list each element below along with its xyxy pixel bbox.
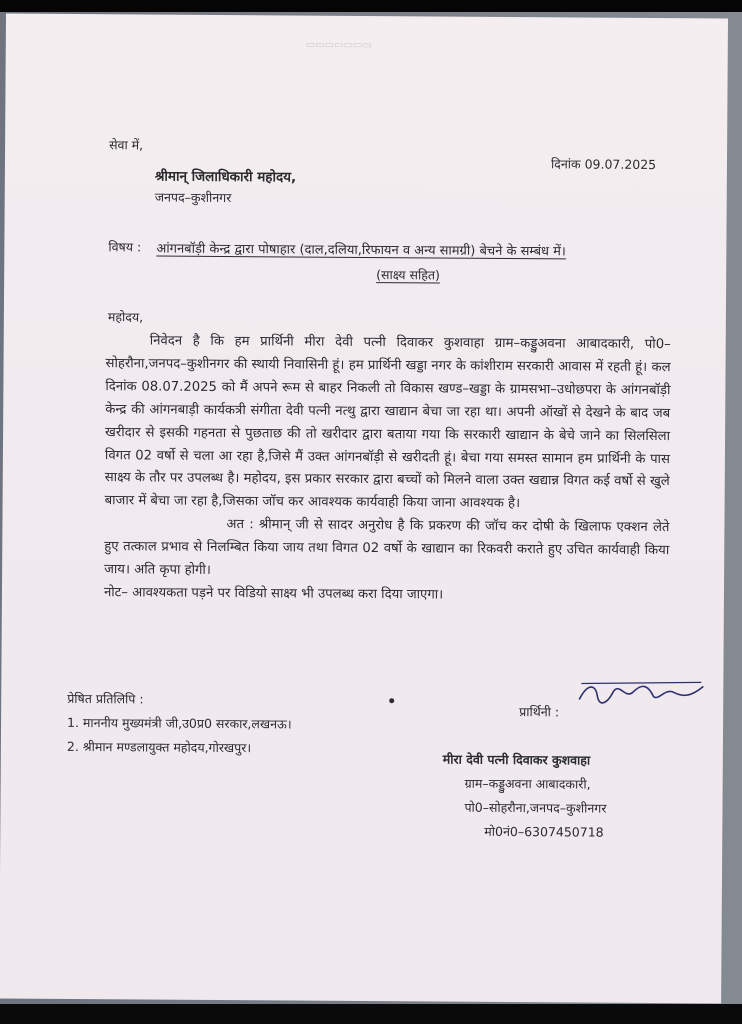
ink-dot — [389, 698, 394, 703]
bottom-frame — [0, 1004, 742, 1024]
applicant-label: प्रार्थिनी : — [519, 704, 560, 720]
sender-mobile: मो0नं0–6307450718 — [484, 823, 604, 840]
greeting: महोदय, — [107, 309, 144, 325]
recipient-district: जनपद–कुशीनगर — [154, 189, 232, 206]
body-paragraph-1: निवेदन है कि हम प्रार्थिनी मीरा देवी पत्नी दिवाकर कुशवाहा ग्राम–कड्डुअवना आबादकारी, पो0–सोहरौना,जनपद–कुशीनगर की स्थायी निवासिनी हूं। हम प्रार्थिनी खड्डा नगर के कांशीराम सरकारी आवास में रहती हूं। कल दिनांक 08.07.2025 को मैं अपने रूम से बाहर निकली तो विकास खण्ड–खड्डा के ग्रामसभा–उधोछपरा के आंगनबॉड़ी केन्द्र की आंगनबाड़ी कार्यकत्री संगीता देवी पत्नी नत्थु द्वारा खाद्यान बेचा जा रहा था। अपनी ऑखों से देखने के बाद जब खरीदार से इसकी गहनता से पुछताछ की तो खरीदार द्वारा बताया गया कि सरकारी खाद्यान के बेचे जाने का सिलसिला विगत 02 वर्षो से चला आ रहा है,जिसे मैं उक्त आंगनबॉड़ी से खरीदती हूं। बेचा गया समस्त सामान हम प्रार्थिनी के पास साक्ष्य के तौर पर उपलब्ध है। महोदय, इस प्रकार सरकार द्वारा बच्चों को मिलने वाला उक्त खद्यान्न विगत कई वर्षो से खुले बाजार में बेचा जा रहा है,जिसका जॉच कर आवश्यक कार्यवाही किया जाना आवश्यक है। — [104, 333, 671, 512]
cc-item-2: 2. श्रीमान मण्डलायुक्त महोदय,गोरखपुर। — [66, 738, 252, 756]
letter-body — [104, 330, 671, 609]
subject-line: आंगनबॉड़ी केन्द्र द्वारा पोषाहार (दाल,दलिया,रिफायन व अन्य सामग्री) बेचने के सम्बंध में। — [156, 241, 566, 260]
letter-page — [0, 13, 728, 1003]
faint-stamp-mark: ▭▭▭▭▭▭▭ — [305, 39, 372, 52]
recipient-title: श्रीमान् जिलाधिकारी महोदय, — [154, 168, 297, 186]
signature-scribble-icon — [577, 677, 705, 708]
cc-item-1: 1. माननीय मुख्यमंत्री जी,उ0प्र0 सरकार,लखनऊ। — [67, 714, 292, 732]
note-paragraph: नोट– आवश्यकता पड़ने पर विडियो साक्ष्य भी उपलब्ध करा दिया जाएगा। — [103, 585, 444, 603]
letter-date: दिनांक 09.07.2025 — [550, 156, 657, 173]
salutation-to: सेवा में, — [109, 137, 144, 153]
subject-note: (साक्ष्य सहित) — [376, 267, 440, 283]
sender-village: ग्राम–कड्डुअवना आबादकारी, — [464, 775, 591, 792]
top-frame — [0, 0, 742, 12]
sender-post: पो0–सोहरौना,जनपद–कुशीनगर — [464, 799, 607, 816]
subject-label: विषय : — [108, 239, 142, 255]
cc-heading: प्रेषित प्रतिलिपि : — [67, 690, 144, 707]
body-paragraph-2: अत : श्रीमान् जी से सादर अनुरोध है कि प्रकरण की जॉच कर दोषी के खिलाफ एक्शन लेते हुए तत्काल प्रभाव से निलम्बित किया जाय तथा विगत 02 वर्षो के खाद्यान का रिकवरी कराते हुए उचित कार्यवाही किया जाय। अति कृपा होगी। — [104, 517, 670, 578]
sender-name: मीरा देवी पत्नी दिवाकर कुशवाहा — [442, 751, 591, 768]
applicant-signature — [577, 677, 705, 708]
